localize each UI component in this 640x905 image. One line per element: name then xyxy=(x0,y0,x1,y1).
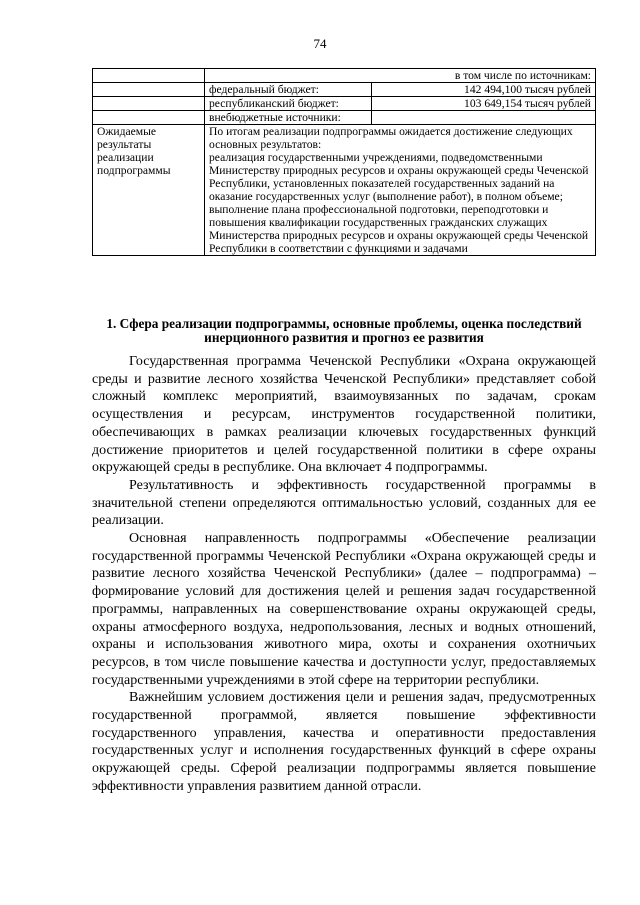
paragraph: Государственная программа Чеченской Республики «Охрана окружающей среды и развитие лесного хозяйства Чеченской Республики» представляет собой сложный комплекс мероприятий, взаимоувязанных по задачам, срокам осуществления и ресурсам, инструментов государственной политики, обеспечивающих в рамках реализации ключевых государственных функций достижение приоритетов и целей государственной политики в сфере охраны окружающей среды в республике. Она включает 4 подпрограммы. xyxy=(92,354,596,476)
results-line: По итогам реализации подпрограммы ожидается достижение следующих основных результатов: xyxy=(209,125,573,151)
funding-label: внебюджетные источники: xyxy=(209,111,372,124)
paragraph: Основная направленность подпрограммы «Обеспечение реализации государственной программы Чеченской Республики «Охрана окружающей среды и развитие лесного хозяйства Чеченской Республики» (далее – подпрограмма) – формирование условий для достижения целей и решения задач государственной программы, направленных на совершенствование охраны окружающей среды, охраны атмосферного воздуха, недропользования, лесных и водных отношений, охраны и использования животного мира, охоты и сохранения охотничьих ресурсов, в том числе повышение качества и доступности услуг, предоставляемых государственными учреждениями в этой сфере на территории республики. xyxy=(92,531,596,688)
results-line: выполнение плана профессиональной подготовки, переподготовки и повышения квалификации государственных гражданских служащих Министерства природных ресурсов и охраны окружающей среды Чеченской Республики в соответствии с функциями и задачами xyxy=(209,203,589,255)
paragraph: Результативность и эффективность государственной программы в значительной степени определяются оптимальностью условий, созданных для ее реализации. xyxy=(92,477,596,529)
sources-header: в том числе по источникам: xyxy=(205,69,596,83)
table-row xyxy=(93,125,596,256)
empty-cell xyxy=(93,111,205,125)
section-title: 1. Сфера реализации подпрограммы, основные проблемы, оценка последствий инерционного развития и прогноз ее развития xyxy=(106,316,582,345)
funding-value xyxy=(372,111,591,124)
table-row xyxy=(93,97,596,111)
funding-row-federal xyxy=(209,83,591,96)
empty-cell xyxy=(93,83,205,97)
expected-results-label: Ожидаемые результаты реализации подпрограммы xyxy=(93,125,205,256)
funding-cell xyxy=(205,97,596,111)
results-line: реализация государственными учреждениями, подведомственными Министерству природных ресурсов и охраны окружающей среды Чеченской Республики, установленных показателей государственных заданий на оказание государственных услуг (выполнение работ), в полном объеме; xyxy=(209,151,589,203)
funding-row-extrabudget xyxy=(209,111,591,124)
funding-cell xyxy=(205,83,596,97)
funding-value: 103 649,154 тысяч рублей xyxy=(464,97,591,110)
table-row xyxy=(93,83,596,97)
funding-label: федеральный бюджет: xyxy=(209,83,372,96)
empty-cell xyxy=(93,97,205,111)
expected-results-text xyxy=(205,125,596,256)
funding-label: республиканский бюджет: xyxy=(209,97,372,110)
passport-table xyxy=(92,68,596,256)
funding-value: 142 494,100 тысяч рублей xyxy=(464,83,591,96)
paragraph: Важнейшим условием достижения цели и решения задач, предусмотренных государственной программой, является повышение эффективности государственного управления, качества и оперативности предоставления государственных услуг и исполнения государственных функций в сфере охраны окружающей среды. Сферой реализации подпрограммы является повышение эффективности управления развитием данной отрасли. xyxy=(92,690,596,794)
funding-cell xyxy=(205,111,596,125)
empty-cell xyxy=(93,69,205,83)
page-number: 74 xyxy=(313,36,327,51)
body-text xyxy=(92,353,596,796)
funding-row-republican xyxy=(209,97,591,110)
table-row xyxy=(93,111,596,125)
table-row xyxy=(93,69,596,83)
